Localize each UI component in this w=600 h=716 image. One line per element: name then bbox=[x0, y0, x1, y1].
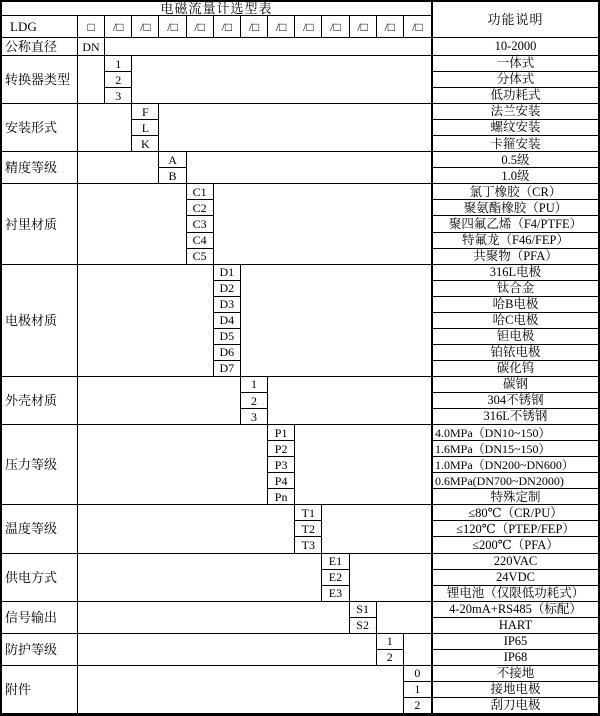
function-cell: 法兰安装 bbox=[431, 104, 598, 120]
code-cell: E2 bbox=[322, 570, 349, 586]
function-cell: 220VAC bbox=[431, 554, 598, 570]
function-cell: 4.0MPa（DN10~150） bbox=[431, 425, 598, 441]
function-cell: 304不锈钢 bbox=[431, 393, 598, 409]
function-cell: 哈C电极 bbox=[431, 313, 598, 329]
left-filler-cell bbox=[78, 666, 404, 714]
model-slot-cell: /□ bbox=[268, 16, 295, 38]
model-slot-cell: /□ bbox=[241, 16, 268, 38]
left-filler-cell bbox=[78, 425, 268, 505]
function-cell: 聚四氟乙烯（F4/PTFE） bbox=[431, 216, 598, 232]
code-cell: P2 bbox=[268, 441, 295, 457]
left-filler-cell bbox=[78, 184, 187, 264]
model-slot-cell: /□ bbox=[132, 16, 159, 38]
category-cell: 精度等级 bbox=[2, 152, 78, 184]
right-filler-cell bbox=[214, 184, 431, 264]
code-cell: C5 bbox=[187, 249, 214, 265]
code-cell: A bbox=[159, 152, 186, 168]
code-cell: 1 bbox=[377, 634, 404, 650]
left-filler-cell bbox=[78, 554, 322, 602]
right-filler-cell bbox=[322, 505, 431, 553]
code-cell: T3 bbox=[295, 537, 322, 553]
function-cell: 10-2000 bbox=[431, 38, 598, 56]
right-filler-cell bbox=[377, 602, 431, 634]
right-filler-cell bbox=[159, 104, 431, 152]
code-cell: P3 bbox=[268, 457, 295, 473]
function-cell: 钛合金 bbox=[431, 281, 598, 297]
category-cell: 转换器类型 bbox=[2, 56, 78, 104]
function-cell: IP68 bbox=[431, 650, 598, 666]
model-slot-cell: /□ bbox=[159, 16, 186, 38]
function-cell: 分体式 bbox=[431, 72, 598, 88]
function-cell: 接地电极 bbox=[431, 682, 598, 698]
code-cell: 0 bbox=[404, 666, 431, 682]
function-cell: 哈B电极 bbox=[431, 297, 598, 313]
function-cell: ≤120℃（PTEP/FEP） bbox=[431, 521, 598, 537]
category-cell: 温度等级 bbox=[2, 505, 78, 553]
code-cell: DN bbox=[78, 38, 105, 56]
code-cell: 2 bbox=[404, 698, 431, 714]
function-cell: 不接地 bbox=[431, 666, 598, 682]
function-cell: 一体式 bbox=[431, 56, 598, 72]
function-cell: 特殊定制 bbox=[431, 489, 598, 505]
code-cell: B bbox=[159, 168, 186, 184]
code-cell: T1 bbox=[295, 505, 322, 521]
code-cell: S1 bbox=[350, 602, 377, 618]
right-filler-cell bbox=[241, 265, 431, 377]
code-cell: K bbox=[132, 136, 159, 152]
code-cell: 1 bbox=[105, 56, 132, 72]
code-cell: F bbox=[132, 104, 159, 120]
function-cell: 1.0MPa（DN200~DN600） bbox=[431, 457, 598, 473]
category-cell: 附件 bbox=[2, 666, 78, 714]
function-cell: 1.0级 bbox=[431, 168, 598, 184]
function-cell: 低功耗式 bbox=[431, 88, 598, 104]
category-cell: 公称直径 bbox=[2, 38, 78, 56]
left-filler-cell bbox=[78, 104, 132, 152]
table-title: 电磁流量计选型表 bbox=[2, 2, 431, 16]
code-cell: D3 bbox=[214, 297, 241, 313]
category-cell: 外壳材质 bbox=[2, 377, 78, 425]
code-cell: D7 bbox=[214, 361, 241, 377]
code-cell: D1 bbox=[214, 265, 241, 281]
function-cell: 卡箍安装 bbox=[431, 136, 598, 152]
left-filler-cell bbox=[78, 152, 159, 184]
left-filler-cell bbox=[78, 265, 214, 377]
model-slot-cell: /□ bbox=[295, 16, 322, 38]
left-filler-cell bbox=[78, 602, 350, 634]
model-slot-cell: /□ bbox=[404, 16, 431, 38]
code-cell: 2 bbox=[377, 650, 404, 666]
function-cell: 刮刀电极 bbox=[431, 698, 598, 714]
right-filler-cell bbox=[132, 56, 431, 104]
function-cell: IP65 bbox=[431, 634, 598, 650]
code-cell: E3 bbox=[322, 586, 349, 602]
function-cell: ≤200℃（PFA） bbox=[431, 537, 598, 553]
left-filler-cell bbox=[78, 377, 241, 425]
right-filler-cell bbox=[295, 425, 431, 505]
model-slot-cell: /□ bbox=[214, 16, 241, 38]
code-cell: P1 bbox=[268, 425, 295, 441]
function-cell: 铂铱电极 bbox=[431, 345, 598, 361]
code-cell: C4 bbox=[187, 233, 214, 249]
function-cell: 聚氨酯橡胶（PU） bbox=[431, 200, 598, 216]
code-cell: D6 bbox=[214, 345, 241, 361]
code-cell: P4 bbox=[268, 473, 295, 489]
function-cell: 24VDC bbox=[431, 570, 598, 586]
model-slot-cell: /□ bbox=[377, 16, 404, 38]
code-cell: C3 bbox=[187, 216, 214, 232]
code-cell: E1 bbox=[322, 554, 349, 570]
function-cell: ≤80℃（CR/PU） bbox=[431, 505, 598, 521]
code-cell: D4 bbox=[214, 313, 241, 329]
model-box-cell: □ bbox=[78, 16, 105, 38]
code-cell: 1 bbox=[241, 377, 268, 393]
function-cell: 碳化钨 bbox=[431, 361, 598, 377]
code-cell: D2 bbox=[214, 281, 241, 297]
category-cell: 信号输出 bbox=[2, 602, 78, 634]
function-cell: 锂电池（仅限低功耗式） bbox=[431, 586, 598, 602]
model-slot-cell: /□ bbox=[350, 16, 377, 38]
function-cell: 钽电极 bbox=[431, 329, 598, 345]
function-cell: 0.6MPa(DN700~DN2000) bbox=[431, 473, 598, 489]
code-cell: 1 bbox=[404, 682, 431, 698]
function-cell: 316L电极 bbox=[431, 265, 598, 281]
code-cell: C1 bbox=[187, 184, 214, 200]
model-slot-cell: /□ bbox=[322, 16, 349, 38]
function-cell: 特氟龙（F46/FEP） bbox=[431, 233, 598, 249]
code-cell: D5 bbox=[214, 329, 241, 345]
category-cell: 安装形式 bbox=[2, 104, 78, 152]
right-filler-cell bbox=[105, 38, 431, 56]
code-cell: 3 bbox=[241, 409, 268, 425]
right-filler-cell bbox=[268, 377, 431, 425]
code-cell: S2 bbox=[350, 618, 377, 634]
code-cell: 2 bbox=[241, 393, 268, 409]
function-column-header: 功能说明 bbox=[431, 2, 598, 38]
category-cell: 压力等级 bbox=[2, 425, 78, 505]
code-cell: 2 bbox=[105, 72, 132, 88]
left-filler-cell bbox=[78, 505, 295, 553]
code-cell: T2 bbox=[295, 521, 322, 537]
function-cell: HART bbox=[431, 618, 598, 634]
function-cell: 氯丁橡胶（CR） bbox=[431, 184, 598, 200]
function-cell: 4-20mA+RS485（标配） bbox=[431, 602, 598, 618]
function-cell: 碳钢 bbox=[431, 377, 598, 393]
left-filler-cell bbox=[78, 634, 377, 666]
function-cell: 1.6MPa（DN15~150） bbox=[431, 441, 598, 457]
code-cell: C2 bbox=[187, 200, 214, 216]
function-cell: 316L不锈钢 bbox=[431, 409, 598, 425]
right-filler-cell bbox=[350, 554, 431, 602]
model-prefix: LDG bbox=[2, 16, 78, 38]
function-cell: 共聚物（PFA） bbox=[431, 249, 598, 265]
right-filler-cell bbox=[404, 634, 431, 666]
code-cell: L bbox=[132, 120, 159, 136]
function-cell: 0.5级 bbox=[431, 152, 598, 168]
category-cell: 衬里材质 bbox=[2, 184, 78, 264]
code-cell: 3 bbox=[105, 88, 132, 104]
category-cell: 电极材质 bbox=[2, 265, 78, 377]
model-slot-cell: /□ bbox=[105, 16, 132, 38]
model-slot-cell: /□ bbox=[187, 16, 214, 38]
category-cell: 防护等级 bbox=[2, 634, 78, 666]
function-cell: 螺纹安装 bbox=[431, 120, 598, 136]
left-filler-cell bbox=[78, 56, 105, 104]
right-filler-cell bbox=[187, 152, 431, 184]
category-cell: 供电方式 bbox=[2, 554, 78, 602]
code-cell: Pn bbox=[268, 489, 295, 505]
